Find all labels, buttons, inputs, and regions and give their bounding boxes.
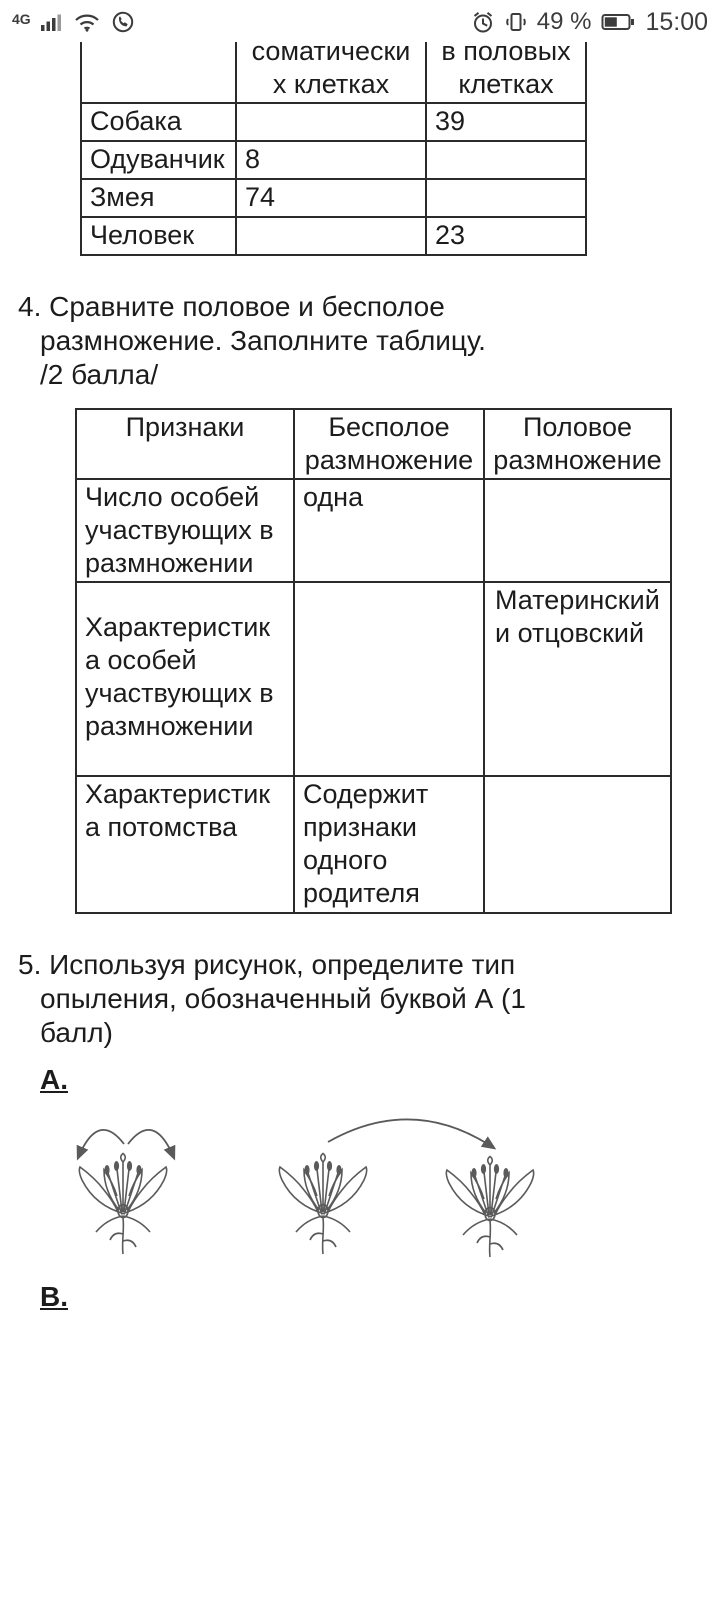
- reproduction-table: [75, 408, 672, 914]
- network-type-label: 4G: [12, 11, 31, 27]
- table-cell: [236, 103, 426, 141]
- table-cell: 8: [236, 141, 426, 179]
- answer-label-a: А.: [40, 1064, 68, 1095]
- table-cell: Одуванчик: [81, 141, 236, 179]
- question-4-line: размножение. Заполните таблицу.: [40, 325, 486, 356]
- table-cell: Материнский и отцовский: [484, 582, 671, 776]
- wifi-icon: [73, 11, 101, 33]
- table-cell: Содержит признаки одного родителя: [294, 776, 484, 913]
- table-header-cell: [81, 42, 236, 103]
- vibrate-icon: [505, 10, 527, 34]
- question-5: [18, 948, 720, 1050]
- pollination-diagram-image: [28, 1100, 558, 1272]
- table-cell: Характеристика особей участвующих в размножении: [76, 582, 294, 776]
- table-cell: Число особей участвующих в размножении: [76, 479, 294, 582]
- table-cell: 23: [426, 217, 586, 255]
- table-cell: [426, 141, 586, 179]
- table-cell: 74: [236, 179, 426, 217]
- table-cell: Собака: [81, 103, 236, 141]
- status-bar-right: [471, 8, 708, 37]
- status-bar: [0, 0, 720, 42]
- table-cell: Змея: [81, 179, 236, 217]
- table-header-cell: соматических клетках: [236, 42, 426, 103]
- table-header-cell: Бесполое размножение: [294, 409, 484, 479]
- table-cell: одна: [294, 479, 484, 582]
- pollination-figure: [28, 1100, 720, 1277]
- status-bar-left: [12, 10, 135, 34]
- question-4: [18, 290, 720, 392]
- table-cell: 39: [426, 103, 586, 141]
- whatsapp-icon: [111, 10, 135, 34]
- clock-label: 15:00: [645, 7, 708, 36]
- question-5-line: опыления, обозначенный буквой А (1: [40, 983, 526, 1014]
- document-page[interactable]: [0, 42, 720, 1313]
- table-cell: [294, 582, 484, 776]
- question-4-line: 4. Сравните половое и бесполое: [18, 291, 445, 322]
- question-4-line: /2 балла/: [40, 359, 159, 390]
- signal-icon: [41, 12, 63, 32]
- table-cell: [484, 776, 671, 913]
- table-header-cell: Признаки: [76, 409, 294, 479]
- table-header-cell: Половое размножение: [484, 409, 671, 479]
- table-cell: [236, 217, 426, 255]
- battery-percent-label: 49 %: [536, 8, 592, 35]
- table-cell: [426, 179, 586, 217]
- table-cell: Человек: [81, 217, 236, 255]
- chromosome-table: [80, 42, 720, 256]
- table-header-cell: в половых клетках: [426, 42, 586, 103]
- question-5-line: балл): [40, 1017, 113, 1048]
- battery-icon: [601, 13, 635, 31]
- alarm-icon: [471, 10, 495, 34]
- answer-label-b: В.: [40, 1281, 68, 1312]
- question-5-line: 5. Используя рисунок, определите тип: [18, 949, 516, 980]
- table-cell: [484, 479, 671, 582]
- table-cell: Характеристика потомства: [76, 776, 294, 913]
